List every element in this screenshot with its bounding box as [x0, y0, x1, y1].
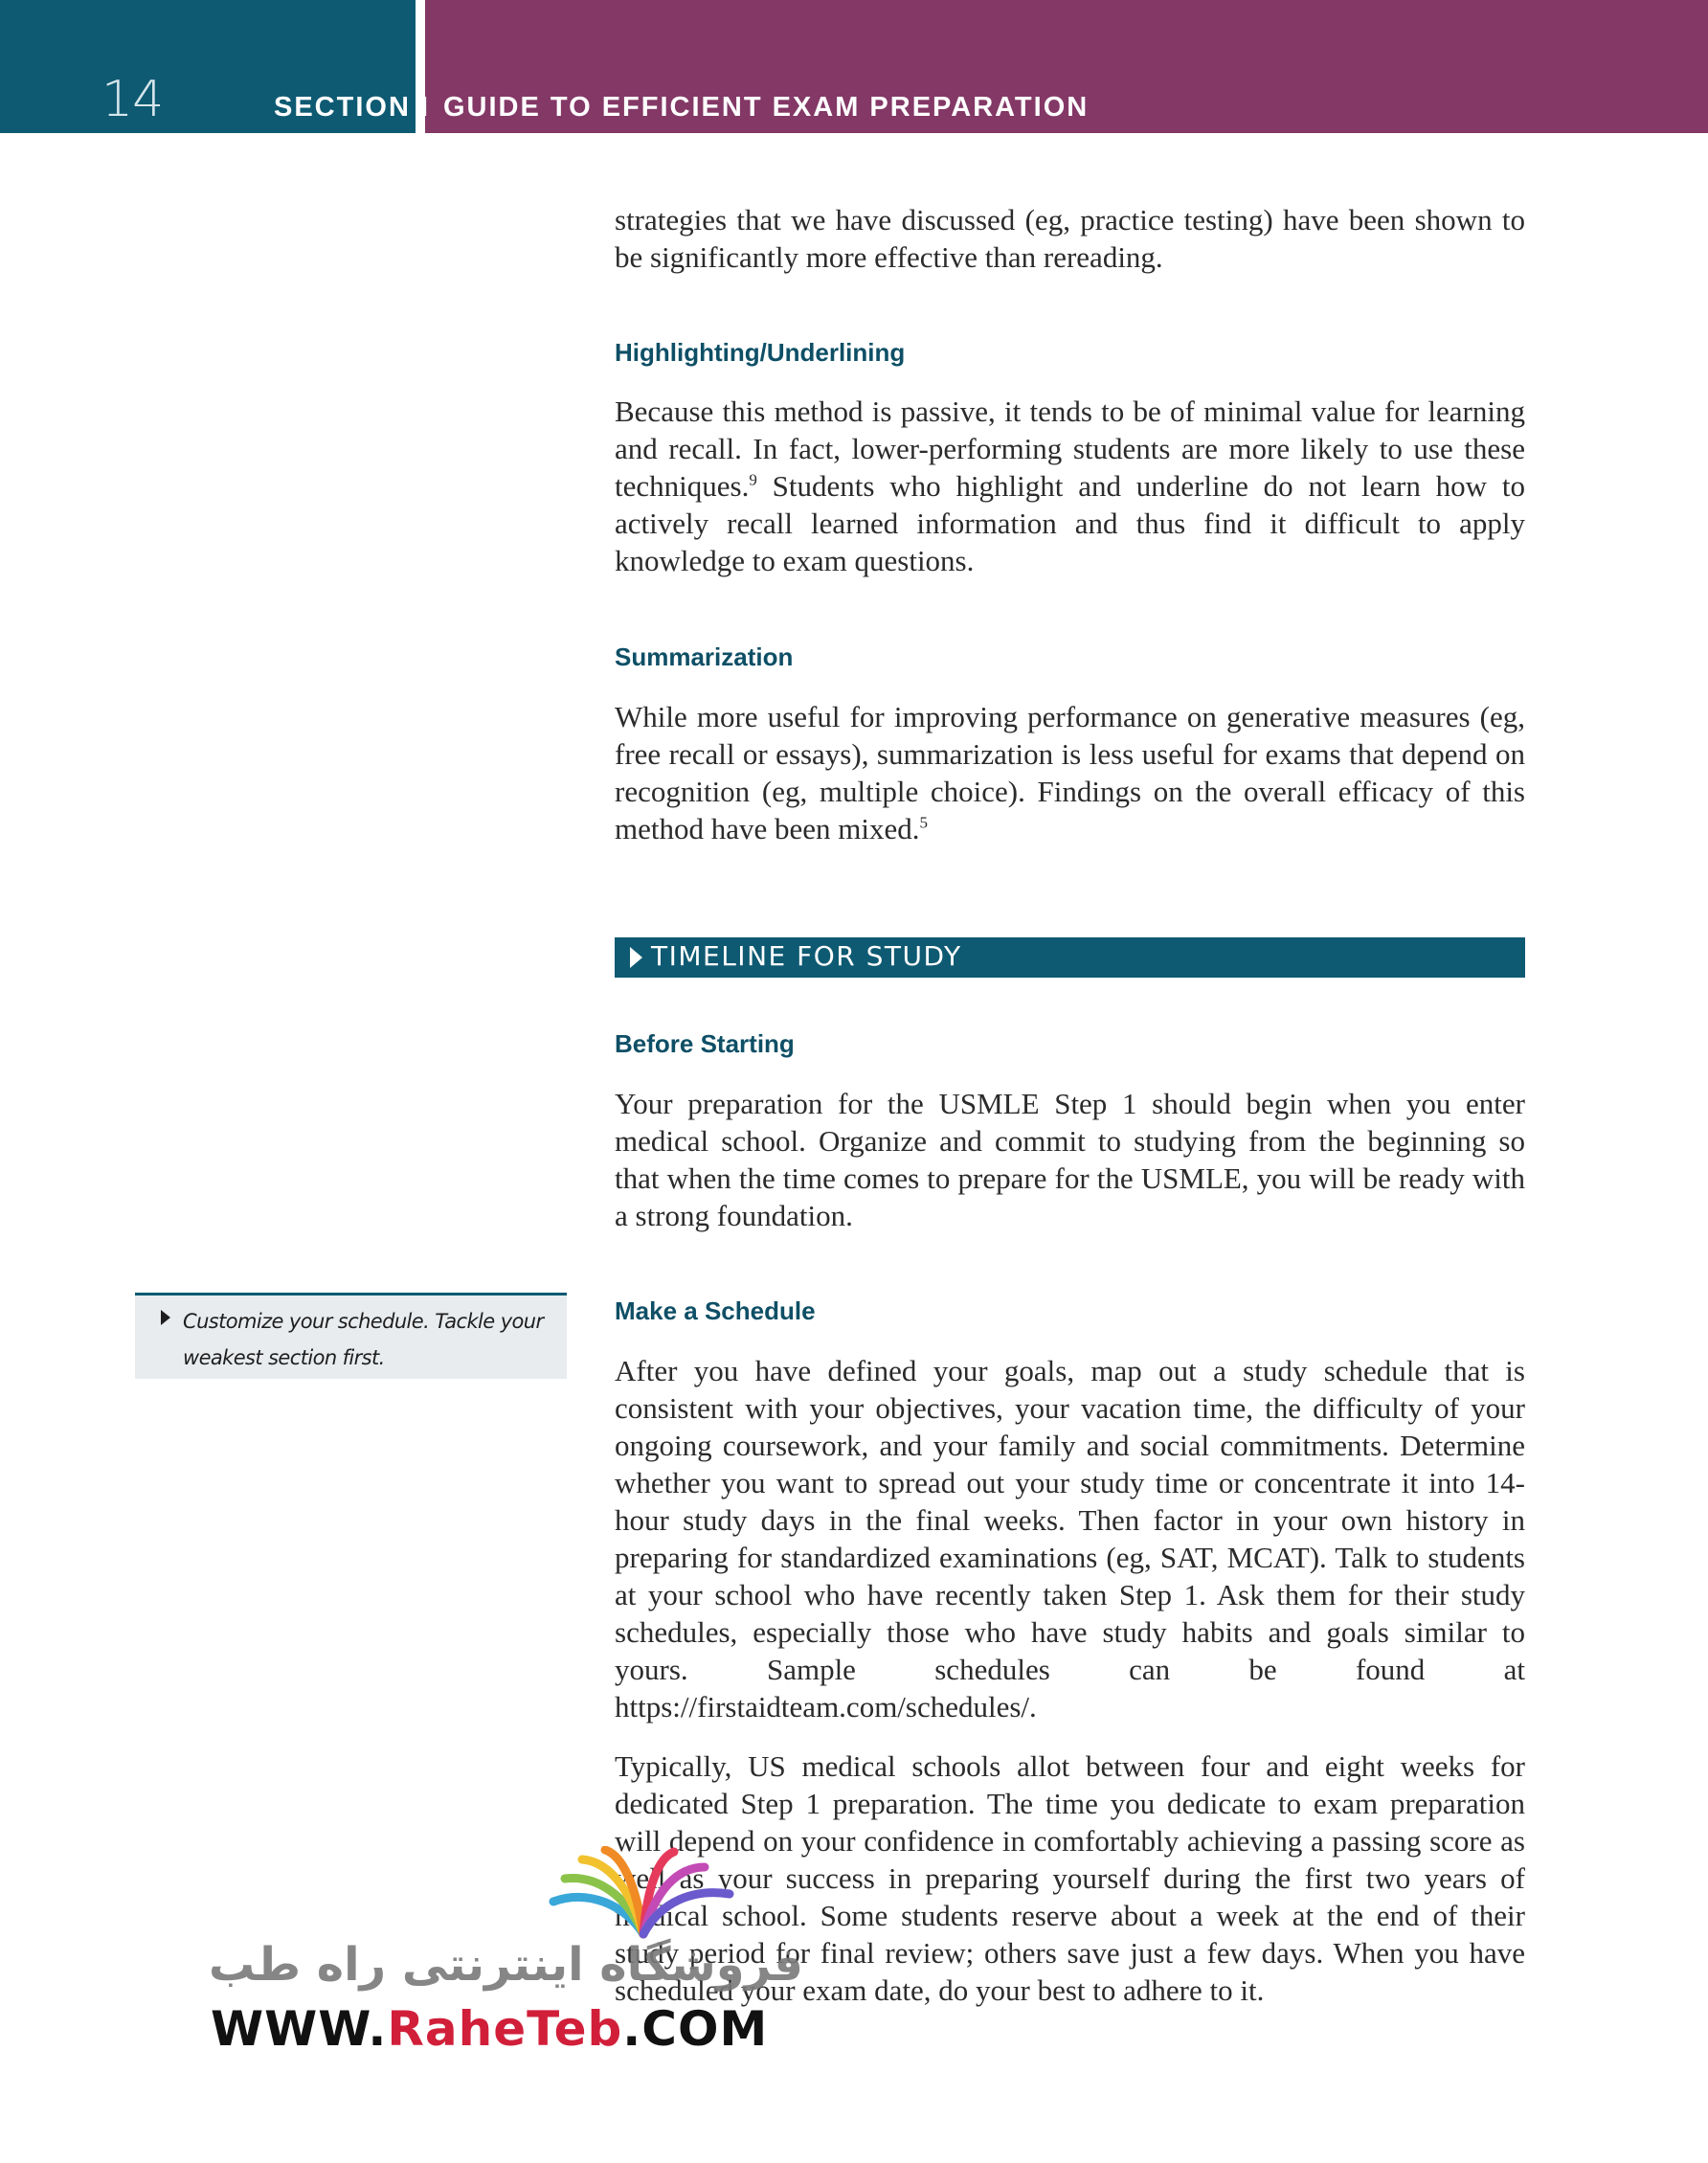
- triangle-right-icon: [161, 1310, 170, 1325]
- intro-block: [615, 201, 1525, 276]
- margin-sidenote: [135, 1293, 567, 1379]
- triangle-right-icon: [630, 947, 642, 968]
- banner-title: TIMELINE FOR STUDY: [651, 940, 962, 972]
- section-label: SECTION I: [274, 92, 431, 123]
- timeline-section-banner: [615, 937, 1525, 978]
- make-schedule-heading: Make a Schedule: [615, 1296, 816, 1325]
- highlighting-paragraph: Because this method is passive, it tends to be of minimal value for learning and recall. In fact, lower-performing students are more likely to use these techniques.$^9$ Students who highlight and underline do not learn how to actively recall learned information and thus find it difficult to apply knowledge to exam questions.: [615, 394, 1525, 577]
- before-starting-paragraph: Your preparation for the USMLE Step 1 should begin when you enter medical school. Organize and commit to studying from the beginning so that when the time comes to prepare for the USMLE, you will be ready with a strong foundation.: [615, 1087, 1525, 1232]
- page-number: 14: [101, 71, 164, 128]
- footnote-ref: 5: [919, 813, 929, 832]
- intro-paragraph: strategies that we have discussed (eg, practice testing) have been shown to be significantly more effective than rereading.: [615, 203, 1525, 274]
- watermark-persian-text: فروشگاه اینترنتی راه طب: [209, 1938, 803, 1992]
- book-logo-icon: [548, 1846, 739, 1951]
- highlighting-heading: Highlighting/Underlining: [615, 338, 906, 367]
- make-schedule-paragraph-1: After you have defined your goals, map out a study schedule that is consistent with your objectives, your vacation time, the difficulty of your ongoing coursework, and your family and social commitments. Determine whether you want to spread out your study time or concentrate it into 14-hour study days in the final weeks. Then factor in your own history in preparing for standardized examinations (eg, SAT, MCAT). Talk to students at your school who have recently taken Step 1. Ask them for their study schedules, especially those who have study habits and goals similar to yours. Sample schedules can be found at https://firstaidteam.com/schedules/.: [615, 1354, 1525, 1724]
- before-starting-heading: Before Starting: [615, 1029, 795, 1058]
- chapter-title: GUIDE TO EFFICIENT EXAM PREPARATION: [443, 92, 1090, 123]
- make-schedule-paragraph-2: Typically, US medical schools allot between four and eight weeks for dedicated Step 1 preparation. The time you dedicate to exam preparation will depend on your confidence in comfortably achieving a passing score as well as your success in preparing yourself during the first two years of medical school. Some students reserve about a week at the end of their study period for final review; others save just a few days. When you have scheduled your exam date, do your best to adhere to it.: [615, 1749, 1525, 2007]
- summarization-heading: Summarization: [615, 642, 794, 671]
- sidenote-text: Customize your schedule. Tackle your weakest section first.: [183, 1310, 544, 1369]
- footnote-ref: 9: [749, 470, 757, 489]
- highlighting-block: [615, 393, 1525, 579]
- summarization-block: [615, 698, 1525, 847]
- watermark-url: WWW.RaheTeb.COM: [211, 2001, 769, 2057]
- before-starting-block: [615, 1085, 1525, 1234]
- make-schedule-block: [615, 1352, 1525, 2009]
- summarization-paragraph: While more useful for improving performance on generative measures (eg, free recall or essays), summarization is less useful for exams that depend on recognition (eg, multiple choice). Findings on the overall efficacy of this method have been mixed.$^5$: [615, 700, 1525, 845]
